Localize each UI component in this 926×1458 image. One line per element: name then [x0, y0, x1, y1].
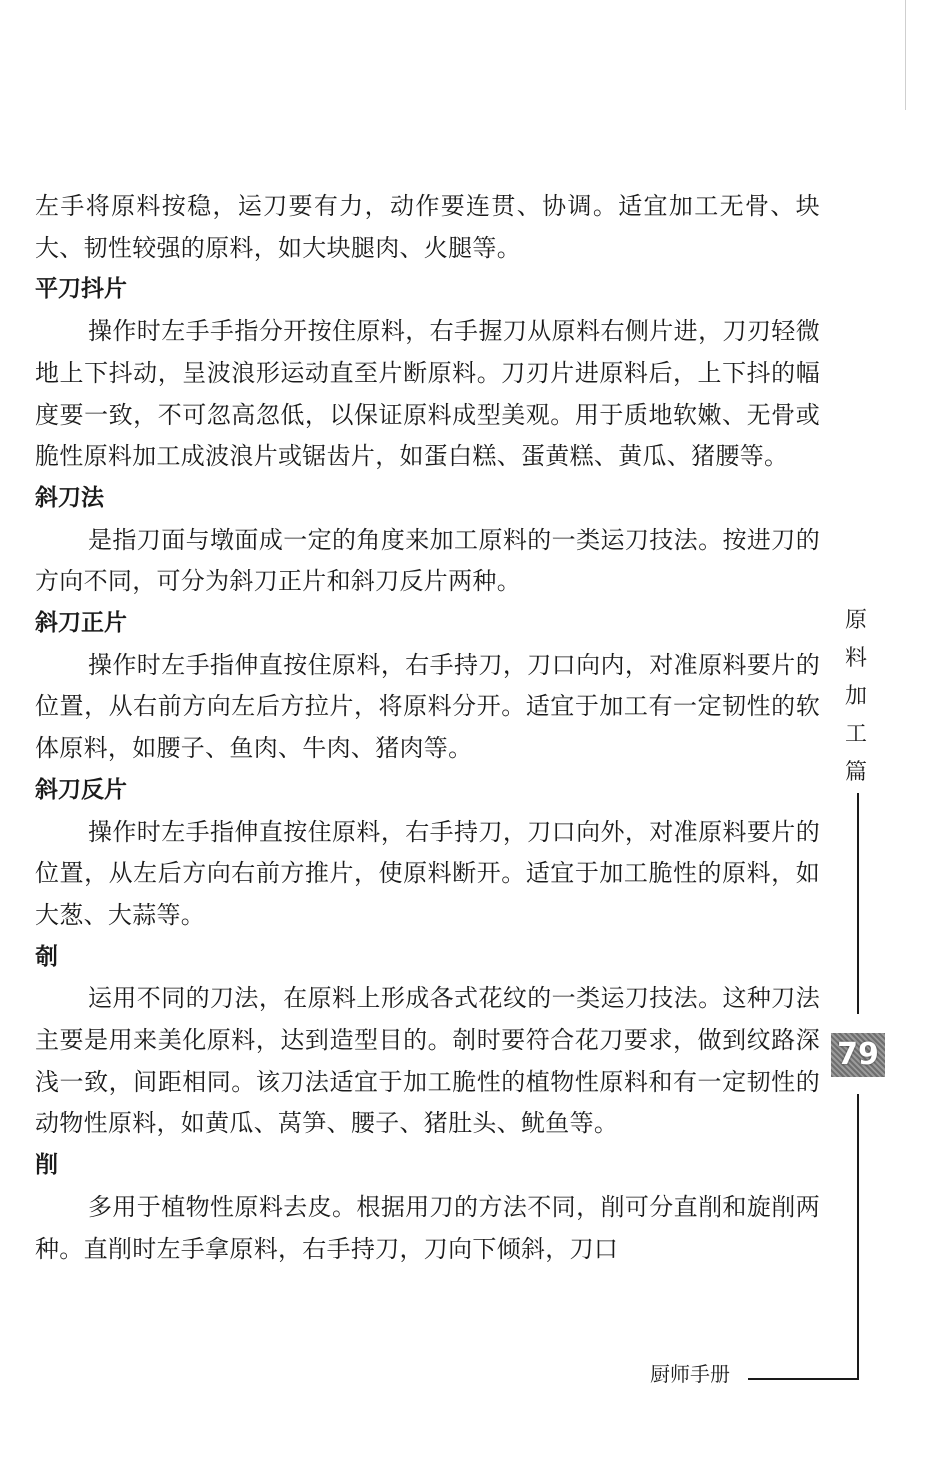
section-heading: 斜刀正片: [35, 610, 127, 637]
page-number: 79: [831, 1033, 885, 1077]
side-tab-char: 加: [844, 684, 867, 709]
side-tab-char: 原: [844, 608, 867, 633]
side-tab-char: 篇: [844, 760, 867, 785]
paragraph: 是指刀面与墩面成一定的角度来加工原料的一类运刀技法。按进刀的方向不同，可分为斜刀正片和斜刀反片两种。: [35, 525, 820, 596]
side-tab-char: 料: [844, 646, 867, 671]
paragraph: 左手将原料按稳，运刀要有力，动作要连贯、协调。适宜加工无骨、块大、韧性较强的原料，如大块腿肉、火腿等。: [35, 192, 820, 262]
side-tab-char: 工: [844, 722, 867, 747]
section-heading: 削: [35, 1152, 58, 1179]
paragraph: 操作时左手手指分开按住原料，右手握刀从原料右侧片进，刀刃轻微地上下抖动，呈波浪形运动直至片断原料。刀刃片进原料后，上下抖的幅度要一致，不可忽高忽低，以保证原料成型美观。用于质地软嫩、无骨或脆性原料加工成波浪片或锯齿片，如蛋白糕、蛋黄糕、黄瓜、猪腰等。: [35, 317, 820, 471]
page-body: [35, 186, 820, 1270]
chapter-side-tab: [843, 602, 869, 792]
page-edge-line: [905, 0, 906, 110]
paragraph: 运用不同的刀法，在原料上形成各式花纹的一类运刀技法。这种刀法主要是用来美化原料，达到造型目的。剞时要符合花刀要求，做到纹路深浅一致，间距相同。该刀法适宜于加工脆性的植物性原料和有一定韧性的动物性原料，如黄瓜、莴笋、腰子、猪肚头、鱿鱼等。: [35, 984, 820, 1138]
footer-book-title: 厨师手册: [650, 1362, 730, 1386]
section-heading: 平刀抖片: [35, 276, 127, 303]
section-heading: 剞: [35, 943, 58, 970]
section-heading: 斜刀反片: [35, 776, 127, 803]
section-heading: 斜刀法: [35, 484, 104, 511]
footer-divider: [748, 1378, 859, 1380]
side-divider-upper: [857, 793, 859, 1014]
paragraph: 操作时左手指伸直按住原料，右手持刀，刀口向外，对准原料要片的位置，从左后方向右前方推片，使原料断开。适宜于加工脆性的原料，如大葱、大蒜等。: [35, 817, 820, 929]
paragraph: 多用于植物性原料去皮。根据用刀的方法不同，削可分直削和旋削两种。直削时左手拿原料，右手持刀，刀向下倾斜，刀口: [35, 1192, 820, 1263]
paragraph: 操作时左手指伸直按住原料，右手持刀，刀口向内，对准原料要片的位置，从右前方向左后方拉片，将原料分开。适宜于加工有一定韧性的软体原料，如腰子、鱼肉、牛肉、猪肉等。: [35, 650, 820, 763]
side-divider-lower: [857, 1094, 859, 1380]
